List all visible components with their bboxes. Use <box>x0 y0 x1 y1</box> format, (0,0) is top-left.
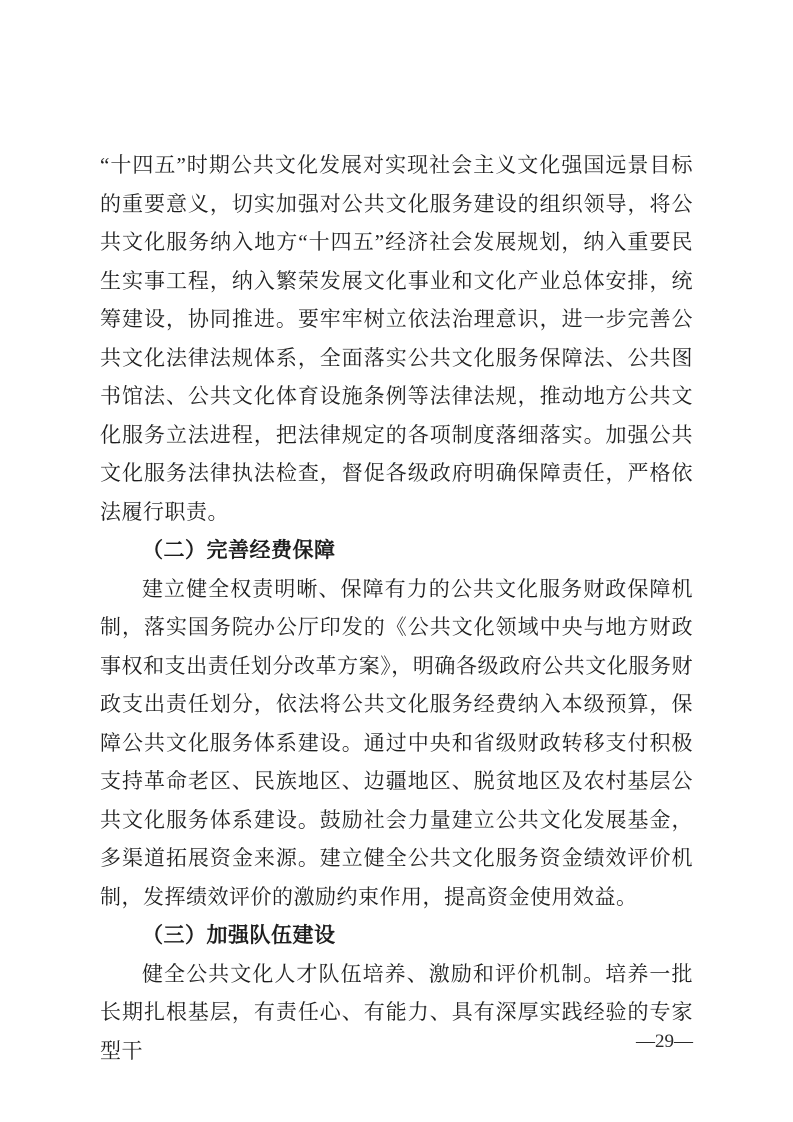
section-heading: （二）完善经费保障 <box>142 538 336 562</box>
body-paragraph: “十四五”时期公共文化发展对实现社会主义文化强国远景目标的重要意义，切实加强对公共文化服务建设的组织领导，将公共文化服务纳入地方“十四五”经济社会发展规划，纳入重要民生实事工程，纳入繁荣发展文化事业和文化产业总体安排，统筹建设，协同推进。要牢牢树立依法治理意识，进一步完善公共文化法律法规体系，全面落实公共文化服务保障法、公共图书馆法、公共文化体育设施条例等法律法规，推动地方公共文化服务立法进程，把法律规定的各项制度落细落实。加强公共文化服务法律执法检查，督促各级政府明确保障责任，严格依法履行职责。 <box>100 153 693 524</box>
body-paragraph: 建立健全权责明晰、保障有力的公共文化服务财政保障机制，落实国务院办公厅印发的《公共文化领域中央与地方财政事权和支出责任划分改革方案》，明确各级政府公共文化服务财政支出责任划分，依法将公共文化服务经费纳入本级预算，保障公共文化服务体系建设。通过中央和省级财政转移支付积极支持革命老区、民族地区、边疆地区、脱贫地区及农村基层公共文化服务体系建设。鼓励社会力量建立公共文化发展基金，多渠道拓展资金来源。建立健全公共文化服务资金绩效评价机制，发挥绩效评价的激励约束作用，提高资金使用效益。 <box>100 576 693 909</box>
section-heading: （三）加强队伍建设 <box>142 923 336 947</box>
body-paragraph: 健全公共文化人才队伍培养、激励和评价机制。培养一批长期扎根基层，有责任心、有能力、具有深厚实践经验的专家型干 <box>100 961 693 1063</box>
document-body <box>100 146 693 1070</box>
page-number: —29— <box>636 1031 693 1052</box>
